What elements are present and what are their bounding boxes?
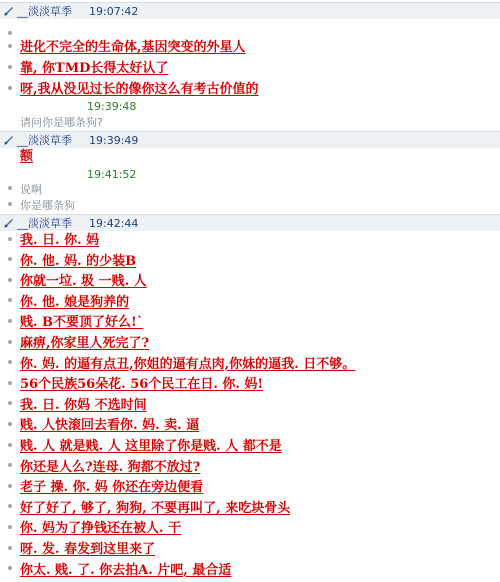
sender-name: __淡淡草季 — [17, 134, 72, 147]
list-item — [8, 356, 355, 374]
bullet-icon — [8, 360, 12, 364]
message-text: 贱. 人快滚回去看你. 妈. 卖. 逼 — [20, 418, 200, 434]
list-item: 呀,我从没见过长的像你这么有考古价值的 — [8, 81, 259, 99]
user-pencil-icon — [3, 5, 14, 17]
bullet-icon — [8, 443, 12, 447]
list-item: 靠, 你TMD长得太好认了 — [8, 60, 168, 78]
message-text: 你还是人么?连母. 狗都不放过? — [20, 459, 201, 475]
bullet-icon — [8, 44, 12, 48]
list-item — [8, 459, 200, 477]
message-text: 老子 操. 你. 妈 你还在旁边便看 — [20, 480, 204, 496]
list-item: 说啊 — [8, 183, 42, 197]
bullet-icon — [8, 257, 12, 261]
message-text: 呀. 发. 春发到这里来了 — [20, 542, 156, 557]
bullet-icon — [8, 340, 12, 344]
bullet-icon — [8, 525, 12, 529]
message-text: 麻痹,你家里人死完了? — [20, 336, 150, 351]
message-text: 额 — [20, 149, 34, 164]
bullet-icon — [8, 381, 12, 385]
message-text: 你太. 贱. 了. 你去拍A. 片吧, 最合适 — [20, 562, 232, 578]
list-item: 进化不完全的生命体,基因突变的外星人 — [8, 39, 246, 57]
bullet-icon — [8, 401, 12, 405]
bullet-icon — [8, 186, 12, 190]
list-item — [8, 376, 263, 394]
list-item — [8, 294, 129, 312]
bullet-icon — [8, 484, 12, 488]
list-item — [8, 253, 136, 271]
list-item: 你是哪条狗 — [8, 199, 75, 213]
list-item — [8, 273, 147, 291]
bullet-icon — [8, 237, 12, 241]
list-item — [8, 397, 147, 415]
message-text: 好了好了, 够了, 狗狗, 不要再叫了, 来吃块骨头 — [20, 500, 291, 516]
sender-name: __淡淡草季 — [17, 217, 72, 230]
list-item — [8, 232, 99, 250]
message-text: 你. 妈为了挣钱还在被人. 干 — [20, 521, 182, 537]
list-item — [8, 562, 231, 580]
message-time: 19:42:44 — [89, 217, 139, 230]
message-time: 19:07:42 — [89, 5, 139, 18]
bullet-icon — [8, 298, 12, 302]
message-text: 我. 日. 你妈 不选时间 — [20, 397, 147, 413]
user-pencil-icon — [3, 217, 14, 229]
bullet-icon — [8, 65, 12, 69]
list-item — [8, 541, 155, 559]
bullet-icon — [8, 278, 12, 282]
message-time: 19:39:48 — [87, 100, 137, 113]
list-item — [8, 438, 282, 456]
bullet-icon — [8, 463, 12, 467]
message-text: 我. 日. 你. 妈 — [20, 233, 100, 248]
message-text: 你. 他. 娘是狗养的 — [20, 294, 130, 310]
message-time: 19:41:52 — [87, 168, 137, 181]
message-header — [0, 131, 500, 148]
bullet-icon — [8, 546, 12, 550]
user-pencil-icon — [3, 134, 14, 146]
list-item — [8, 479, 203, 497]
message-time: 19:39:49 — [89, 134, 139, 147]
sender-name: __淡淡草季 — [17, 5, 72, 18]
bullet-icon — [8, 422, 12, 426]
bullet-icon — [8, 86, 12, 90]
message-text: 贱. 人 就是贱. 人 这里除了你是贱. 人 都不是 — [20, 439, 282, 454]
message-text: 你. 他. 妈. 的少装B — [20, 253, 137, 269]
message-text: 你. 妈. 的逼有点丑,你姐的逼有点肉,你妹的逼我. 日不够。 — [20, 356, 356, 372]
list-item — [8, 335, 149, 353]
message-text: 56个民族56朵花. 56个民工在日. 你. 妈! — [20, 377, 264, 393]
bullet-icon — [8, 319, 12, 323]
bullet-icon — [8, 504, 12, 508]
bullet-icon — [8, 31, 12, 35]
message-text: 贱. B不要顶了好么!` — [20, 315, 144, 331]
bullet-icon — [8, 202, 12, 206]
message-header — [0, 214, 500, 231]
list-item — [8, 314, 143, 332]
list-item — [8, 520, 181, 538]
message-header — [0, 2, 500, 19]
bullet-icon — [8, 566, 12, 570]
list-item — [8, 417, 199, 435]
message-text: 请问你是哪条狗? — [20, 116, 103, 129]
list-item — [8, 500, 290, 518]
message-text: 你就一垃. 圾 一贱. 人 — [20, 274, 147, 290]
